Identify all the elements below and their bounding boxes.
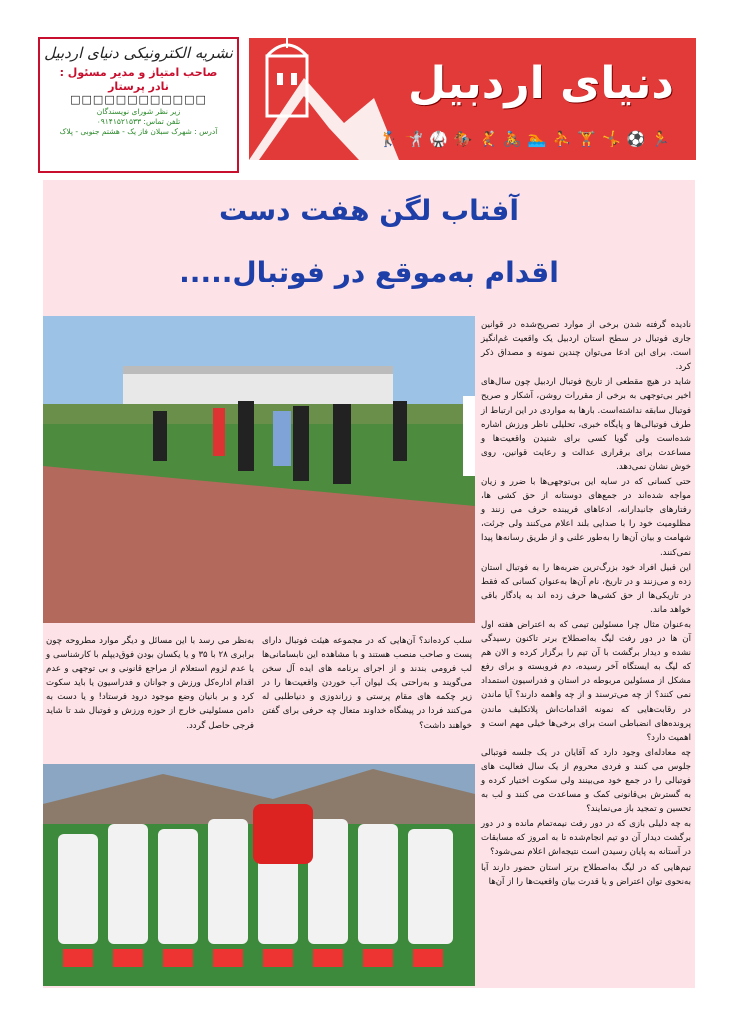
paragraph: به چه دلیلی بازی که در دور رفت نیمه‌تمام مانده و در دور برگشت دیدار آن دو تیم انجام‌شده تا به امروز که مسابقات در آستانه به پایان رسیدن است نتیجه‌اش اعلام نمی‌شود؟ [481,819,691,858]
paragraph: شاید در هیچ مقطعی از تاریخ فوتبال اردبیل چون سال‌های اخیر بی‌توجهی به برخی از مقررات روشن، آشکار و صریح فوتبال سابقه نداشته‌است. بارها به مواردی در این ارتباط از طرف فوتبالی‌ها و پایگاه خبری، تحلیلی ناظر ورزش اشاره شده‌است ولی گویا کسی برای شنیدن واقعیت‌ها و مساعدت برای برقراری عدالت و رعایت قوانین، روی خوش نشان نمی‌دهد. [481,377,691,472]
tomb-mountain-logo-icon [249,38,399,160]
paragraph: حتی کسانی که در سایه این بی‌توجهی‌ها با ضرر و زیان مواجه شده‌اند در جمع‌های دوستانه از حق کشی ها، رفتارهای جانبدارانه، ادعاهای فریبنده حرف می زنند و مظلومیت خود را با صدایی بلند اعلام می‌کنند ولی جرئت، شهامت و بیان آن‌ها را به‌طور علنی و از طریق رسانه‌ها پیدا نمی‌کنند. [481,477,691,558]
masthead-banner [249,38,696,160]
article-middle-column: سلب کرده‌اند؟ آن‌هایی که در مجموعه هیئت فوتبال دارای پست و صاحب منصب هستند و با مشاهده این نابسامانی‌ها لب فرومی بندند و از اجرای برنامه های ایده آل سخن می‌گویند و به‌راحتی یک لیوان آب خوردن واقعیت‌ها را در زیر چکمه های مقام پرستی و زراندوزی و دنیاطلبی له می‌کنند فردا در پیشگاه خداوند متعال چه حرفی برای گفتن خواهند داشت؟ [262,636,472,731]
paragraph: نادیده گرفته شدن برخی از موارد تصریح‌شده در قوانین جاری فوتبال در سطح استان اردبیل یک واقعیت غم‌انگیز است. برای این ادعا می‌توان چندین نمونه و مصداق ذکر کرد. [481,320,691,373]
masthead-title: دنیای اردبیل [408,58,674,109]
publication-name: نشریه الکترونیکی دنیای اردبیل [44,44,233,62]
paragraph: چه معادله‌ای وجود دارد که آقایان در یک جلسه فوتبالی جلوس می کنند و فردی محروم از یک سال فعالیت های فوتبالی را در جمع خود می‌بینند ولی سکوت اختیار کرده و به گسترش بی‌قانونی کمک و مساعدت می کنند و لب به تحسین و تمجید باز می‌نمایند؟ [481,747,691,815]
masked-phone: □□□□□□□□□□□□ [70,93,207,106]
paragraph: این قبیل افراد خود بزرگ‌ترین ضربه‌ها را به فوتبال استان زده و می‌زنند و در تاریخ، نام آن‌ها به‌عنوان کسانی که فقط در تاریکی‌ها از حق کشی‌ها حرف زده اند به یادگار باقی خواهد ماند. [481,562,691,615]
article-left-column: به‌نظر می رسد با این مسائل و دیگر موارد مطروحه چون برابری ۲۸ با ۳۵ و یا یکسان بودن فوق‌دیپلم با کارشناسی و یا عدم لزوم استعلام از مراجع قانونی و بی توجهی و عدم اقدام اداره‌کل ورزش و جوانان و فدراسیون یا باید سکوت کرد و بر بانیان وضع موجود درود فرستاد! و یا دست به دامن مسئولینی خارج از حوزه ورزش و فوتبال شد تا شاید فرجی حاصل گردد. [46,636,254,731]
owner-label: صاحب امتیاز و مدیر مسئول : [59,66,218,79]
headline-line1: آفتاب لگن هفت دست [218,194,519,227]
address: آدرس : شهرک سبلان فاز یک - هشتم جنوبی - پلاک [59,127,218,136]
paragraph: به‌عنوان مثال چرا مسئولین تیمی که به اعتراض هفته اول آن ها در دور رفت لیگ به‌اصطلاح برتر تاکنون رسیدگی نشده و دیدار برگشت با آن تیم را برگزار کرده و الان هم که لیگ به ایستگاه آخر رسیده، دم فروبسته و برای رفع مشکل از مسئولین مربوطه در استان و فدراسیون استمداد نمی کنند؟ از چه می‌ترسند و از چه واهمه دارند؟ آیا ماندن در رقابت‌هایی که نمونه اقدامات‌اش پلاتکلیف ماندن پرونده‌های انضباطی است برای برخی‌ها خیلی مهم است و اهمیت دارد؟ [481,619,691,743]
sports-figures-icon: 🏃⚽🤸🏋⛹🏊🚴🤾🏇🥋🤺🏌 [379,130,676,148]
editorial-council: زیر نظر شورای نویسندگان [96,107,181,116]
paragraph: تیم‌هایی که در لیگ به‌اصطلاح برتر استان حضور دارند آیا به‌نحوی توان اعتراض و یا قدرت بیان واقعیت‌ها را از آن‌ها [481,862,691,887]
match-scene-photo [43,316,475,623]
owner-name: نادر پرستار [108,80,169,93]
publisher-info-box [38,37,239,173]
contact-phone: تلفن تماس: ۰۹۱۴۱۵۲۱۵۳۳ [96,117,181,126]
headline-line2: اقدام به‌موقع در فوتبال..... [179,256,559,289]
team-photo [43,764,475,986]
article-main-column [481,318,691,988]
